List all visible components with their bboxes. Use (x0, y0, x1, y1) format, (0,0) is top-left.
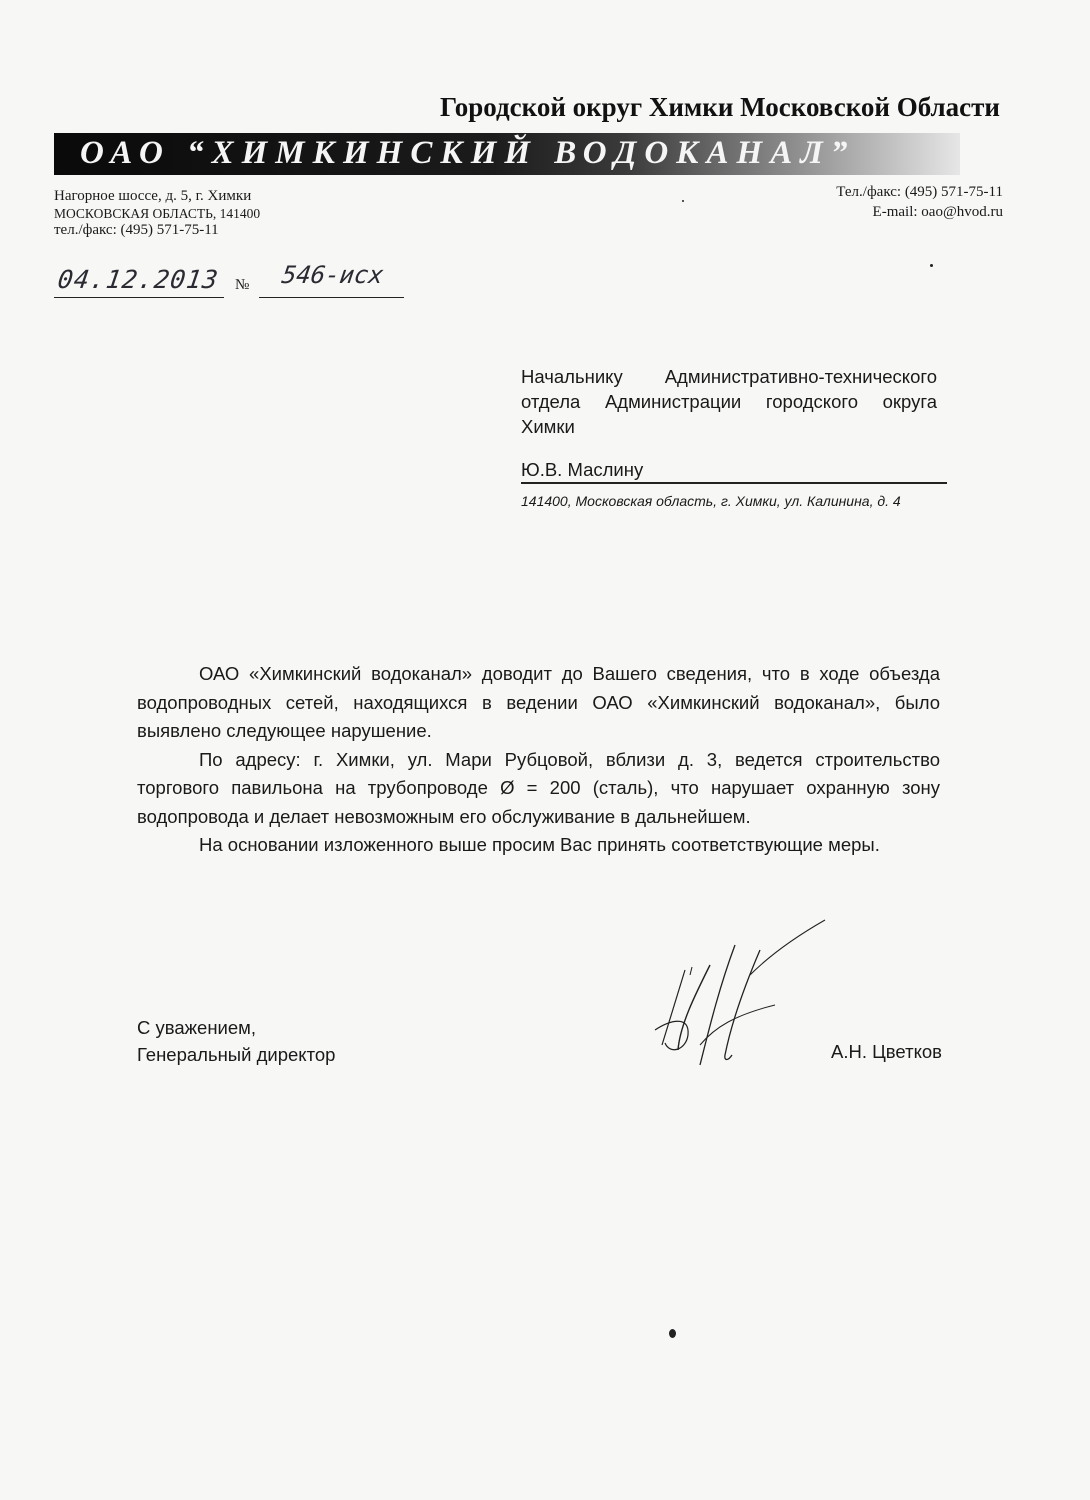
scan-speck (669, 1329, 676, 1338)
number-underline (259, 297, 404, 298)
registration-line (54, 261, 404, 305)
recipient-name: Ю.В. Маслину (521, 459, 644, 480)
date-underline (54, 297, 224, 298)
recipient-address: 141400, Московская область, г. Химки, ул. Калинина, д. 4 (521, 493, 901, 509)
contact-phone: Тел./факс: (495) 571-75-11 (836, 184, 1003, 200)
number-sign: № (235, 277, 250, 293)
contact-email: E-mail: oao@hvod.ru (872, 204, 1003, 220)
scan-speck (930, 264, 933, 267)
address-line: МОСКОВСКАЯ ОБЛАСТЬ, 141400 (54, 206, 261, 221)
registration-number: 546-исх (280, 261, 386, 289)
closing-block (137, 1014, 335, 1068)
region-heading: Городской округ Химки Московской Области (439, 92, 1000, 122)
recipient-block (521, 364, 937, 511)
scan-speck (682, 200, 684, 202)
address-line: тел./факс: (495) 571-75-11 (54, 222, 219, 238)
closing-regards: С уважением, (137, 1017, 257, 1038)
body-paragraph: ОАО «Химкинский водоканал» доводит до Вашего сведения, что в ходе объезда водопроводных сетей, находящихся в ведении ОАО «Химкинский водоканал», было выявлено следующее нарушение. (137, 663, 940, 741)
registration-date: 04.12.2013 (55, 265, 221, 294)
body-paragraph: По адресу: г. Химки, ул. Мари Рубцовой, вблизи д. 3, ведется строительство торгового павильона на трубопроводе Ø = 200 (сталь), что нарушает охранную зону водопровода и делает невозможным его обслуживание в дальнейшем. (137, 748, 940, 827)
recipient-title: Начальнику Административно-технического отдела Администрации городского округа Химки (521, 366, 937, 437)
closing-position: Генеральный директор (137, 1044, 336, 1065)
signature (640, 915, 840, 1075)
company-banner (54, 133, 960, 175)
company-contacts (836, 182, 1003, 222)
body-paragraph: На основании изложенного выше просим Вас принять соответствующие меры. (199, 834, 880, 855)
company-name: ОАО “ХИМКИНСКИЙ ВОДОКАНАЛ” (80, 135, 856, 171)
address-line: Нагорное шоссе, д. 5, г. Химки (54, 188, 252, 204)
recipient-divider (521, 482, 947, 484)
letter-body (137, 660, 940, 860)
signer-name: А.Н. Цветков (831, 1041, 942, 1062)
company-address (54, 188, 260, 239)
